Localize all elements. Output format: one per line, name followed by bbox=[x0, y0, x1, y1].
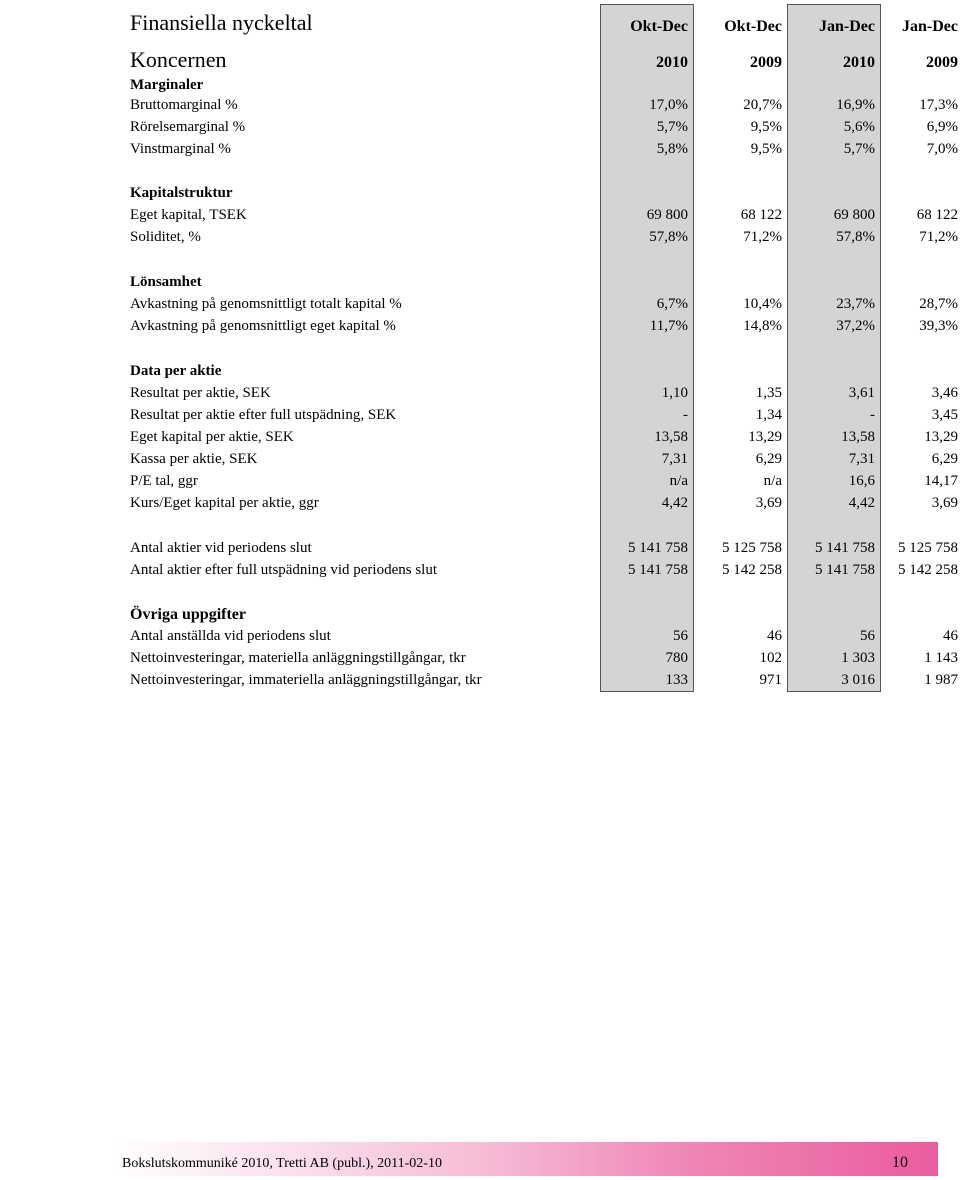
table-cell: 69 800 bbox=[833, 207, 875, 223]
table-cell: 133 bbox=[665, 672, 688, 688]
row-label: Nettoinvesteringar, materiella anläggningstillgångar, tkr bbox=[130, 650, 466, 666]
column-period: Okt-Dec bbox=[724, 18, 782, 35]
table-cell: 16,9% bbox=[836, 97, 875, 113]
table-cell: 5,7% bbox=[656, 119, 688, 135]
table-cell: n/a bbox=[669, 473, 688, 489]
table-cell: 3,46 bbox=[931, 385, 958, 401]
table-cell: 5 141 758 bbox=[815, 562, 875, 578]
row-label: Rörelsemarginal % bbox=[130, 119, 246, 135]
table-cell: 5 141 758 bbox=[628, 562, 688, 578]
table-cell: 11,7% bbox=[649, 318, 688, 334]
table-cell: 5,7% bbox=[843, 141, 875, 157]
row-label: Soliditet, % bbox=[130, 229, 201, 245]
row-label: Vinstmarginal % bbox=[130, 141, 231, 157]
row-label: Nettoinvesteringar, immateriella anläggningstillgångar, tkr bbox=[130, 672, 482, 688]
table-cell: 28,7% bbox=[919, 296, 958, 312]
row-label: Antal aktier efter full utspädning vid periodens slut bbox=[130, 562, 438, 578]
table-cell: 4,42 bbox=[848, 495, 875, 511]
table-cell: 1 303 bbox=[841, 650, 875, 666]
table-cell: 1,34 bbox=[755, 407, 782, 423]
table-cell: 3,61 bbox=[848, 385, 875, 401]
table-cell: 1,10 bbox=[661, 385, 688, 401]
table-cell: 23,7% bbox=[836, 296, 875, 312]
table-cell: 971 bbox=[759, 672, 782, 688]
table-cell: 1 143 bbox=[924, 650, 958, 666]
table-cell: 6,9% bbox=[926, 119, 958, 135]
footer-text: Bokslutskommuniké 2010, Tretti AB (publ.), 2011-02-10 bbox=[122, 1156, 442, 1171]
row-label: Resultat per aktie, SEK bbox=[130, 385, 271, 401]
table-cell: - bbox=[683, 407, 688, 423]
table-cell: 46 bbox=[943, 628, 958, 644]
column-period: Jan-Dec bbox=[902, 18, 958, 35]
table-cell: 57,8% bbox=[649, 229, 688, 245]
row-label: Eget kapital per aktie, SEK bbox=[130, 429, 294, 445]
row-label: Antal aktier vid periodens slut bbox=[130, 540, 312, 556]
column-year: 2009 bbox=[750, 54, 782, 71]
table-cell: 6,7% bbox=[656, 296, 688, 312]
table-cell: 39,3% bbox=[919, 318, 958, 334]
table-cell: 9,5% bbox=[750, 141, 782, 157]
table-cell: 6,29 bbox=[755, 451, 782, 467]
table-cell: 5,6% bbox=[843, 119, 875, 135]
table-cell: 1,35 bbox=[755, 385, 782, 401]
row-label: Resultat per aktie efter full utspädning, SEK bbox=[130, 407, 397, 423]
row-label: Kurs/Eget kapital per aktie, ggr bbox=[130, 495, 319, 511]
table-cell: 71,2% bbox=[919, 229, 958, 245]
table-cell: 5 142 258 bbox=[898, 562, 958, 578]
section-heading: Data per aktie bbox=[130, 363, 222, 379]
section-heading: Lönsamhet bbox=[130, 274, 202, 290]
table-cell: 7,31 bbox=[848, 451, 875, 467]
table-cell: 7,31 bbox=[661, 451, 688, 467]
table-cell: 13,29 bbox=[924, 429, 958, 445]
row-label: Bruttomarginal % bbox=[130, 97, 238, 113]
table-cell: 71,2% bbox=[743, 229, 782, 245]
table-cell: 4,42 bbox=[661, 495, 688, 511]
table-cell: 3,45 bbox=[931, 407, 958, 423]
table-cell: 13,58 bbox=[841, 429, 875, 445]
table-cell: n/a bbox=[763, 473, 782, 489]
table-cell: 13,29 bbox=[748, 429, 782, 445]
table-cell: 3,69 bbox=[931, 495, 958, 511]
table-cell: 56 bbox=[673, 628, 688, 644]
table-cell: 5 142 258 bbox=[722, 562, 782, 578]
table-cell: 5,8% bbox=[656, 141, 688, 157]
row-label: Eget kapital, TSEK bbox=[130, 207, 247, 223]
table-cell: 5 141 758 bbox=[815, 540, 875, 556]
column-period: Okt-Dec bbox=[630, 18, 688, 35]
table-cell: 6,29 bbox=[931, 451, 958, 467]
row-label: Kassa per aktie, SEK bbox=[130, 451, 258, 467]
table-cell: 56 bbox=[860, 628, 875, 644]
table-cell: 780 bbox=[665, 650, 688, 666]
table-cell: 17,3% bbox=[919, 97, 958, 113]
page-number: 10 bbox=[892, 1154, 908, 1171]
table-cell: 3,69 bbox=[755, 495, 782, 511]
column-year: 2010 bbox=[843, 54, 875, 71]
table-cell: 69 800 bbox=[646, 207, 688, 223]
table-cell: 5 125 758 bbox=[898, 540, 958, 556]
column-year: 2009 bbox=[926, 54, 958, 71]
section-heading: Kapitalstruktur bbox=[130, 185, 233, 201]
table-cell: 5 125 758 bbox=[722, 540, 782, 556]
table-cell: 1 987 bbox=[924, 672, 958, 688]
table-cell: - bbox=[870, 407, 875, 423]
column-year: 2010 bbox=[656, 54, 688, 71]
table-cell: 3 016 bbox=[841, 672, 875, 688]
row-label: Antal anställda vid periodens slut bbox=[130, 628, 331, 644]
table-cell: 102 bbox=[759, 650, 782, 666]
table-cell: 7,0% bbox=[926, 141, 958, 157]
section-heading: Övriga uppgifter bbox=[130, 606, 246, 623]
page-subtitle: Koncernen bbox=[130, 47, 227, 72]
table-cell: 57,8% bbox=[836, 229, 875, 245]
table-cell: 14,17 bbox=[924, 473, 958, 489]
table-cell: 9,5% bbox=[750, 119, 782, 135]
table-cell: 5 141 758 bbox=[628, 540, 688, 556]
table-cell: 10,4% bbox=[743, 296, 782, 312]
row-label: Avkastning på genomsnittligt totalt kapital % bbox=[130, 296, 402, 312]
table-cell: 17,0% bbox=[649, 97, 688, 113]
table-cell: 68 122 bbox=[916, 207, 958, 223]
row-label: Avkastning på genomsnittligt eget kapital % bbox=[130, 318, 396, 334]
table-cell: 46 bbox=[767, 628, 782, 644]
table-cell: 37,2% bbox=[836, 318, 875, 334]
row-label: P/E tal, ggr bbox=[130, 473, 198, 489]
table-cell: 68 122 bbox=[740, 207, 782, 223]
column-period: Jan-Dec bbox=[819, 18, 875, 35]
table-cell: 14,8% bbox=[743, 318, 782, 334]
page-title: Finansiella nyckeltal bbox=[130, 10, 313, 35]
table-cell: 16,6 bbox=[848, 473, 875, 489]
table-cell: 13,58 bbox=[654, 429, 688, 445]
table-cell: 20,7% bbox=[743, 97, 782, 113]
section-heading: Marginaler bbox=[130, 77, 204, 93]
